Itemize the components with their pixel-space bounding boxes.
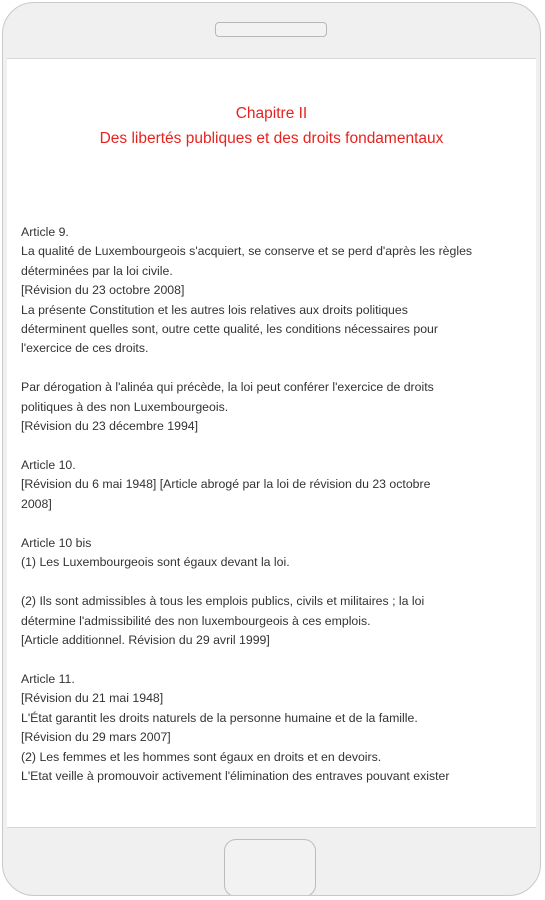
home-button[interactable] (224, 839, 316, 896)
article-heading: Article 11. (21, 672, 75, 686)
revision-note: [Révision du 23 décembre 1994] (21, 419, 199, 434)
text-line: (2) Ils sont admissibles à tous les emplois publics, civils et militaires ; la loi (21, 594, 425, 609)
text-line: (2) Les femmes et les hommes sont égaux en droits et en devoirs. (21, 749, 382, 764)
article-heading: Article 9. (21, 225, 69, 239)
text-line: l'exercice de ces droits. (21, 341, 149, 356)
blank-line (21, 573, 529, 593)
text-line: politiques à des non Luxembourgeois. (21, 399, 229, 414)
revision-note: [Révision du 23 octobre 2008] (21, 283, 185, 298)
revision-note: [Article additionnel. Révision du 29 avril 1999] (21, 633, 270, 648)
revision-note: [Révision du 29 mars 2007] (21, 730, 171, 745)
text-line: L'État garantit les droits naturels de la personne humaine et de la famille. (21, 710, 418, 725)
blank-line (21, 514, 529, 534)
article-heading: Article 10 bis (21, 535, 92, 550)
text-line: La présente Constitution et les autres lois relatives aux droits politiques (21, 302, 408, 317)
revision-note: [Révision du 6 mai 1948] [Article abrogé par la loi de révision du 23 octobre (21, 477, 431, 492)
text-line: Par dérogation à l'alinéa qui précède, la loi peut conférer l'exercice de droits (21, 380, 434, 395)
text-line: La qualité de Luxembourgeois s'acquiert, se conserve et se perd d'après les règles (21, 244, 473, 259)
text-line: déterminées par la loi civile. (21, 263, 173, 278)
text-line: (1) Les Luxembourgeois sont égaux devant la loi. (21, 555, 290, 570)
revision-note: [Révision du 21 mai 1948] (21, 691, 164, 706)
speaker-slot (215, 22, 327, 37)
revision-note: 2008] (21, 496, 52, 511)
chapter-heading (7, 101, 536, 151)
text-line: détermine l'admissibilité des non luxembourgeois à ces emplois. (21, 613, 371, 628)
text-line: déterminent quelles sont, outre cette qualité, les conditions nécessaires pour (21, 321, 438, 336)
blank-line (21, 650, 529, 670)
blank-line (21, 359, 529, 379)
article-heading: Article 10. (21, 458, 76, 473)
article-text (21, 223, 529, 786)
screen[interactable] (7, 58, 536, 828)
chapter-subtitle: Des libertés publiques et des droits fondamentaux (99, 130, 444, 147)
blank-line (21, 437, 529, 457)
phone-frame (2, 2, 541, 896)
chapter-title: Chapitre II (235, 105, 308, 122)
text-line: L'Etat veille à promouvoir activement l'élimination des entraves pouvant exister (21, 768, 450, 783)
